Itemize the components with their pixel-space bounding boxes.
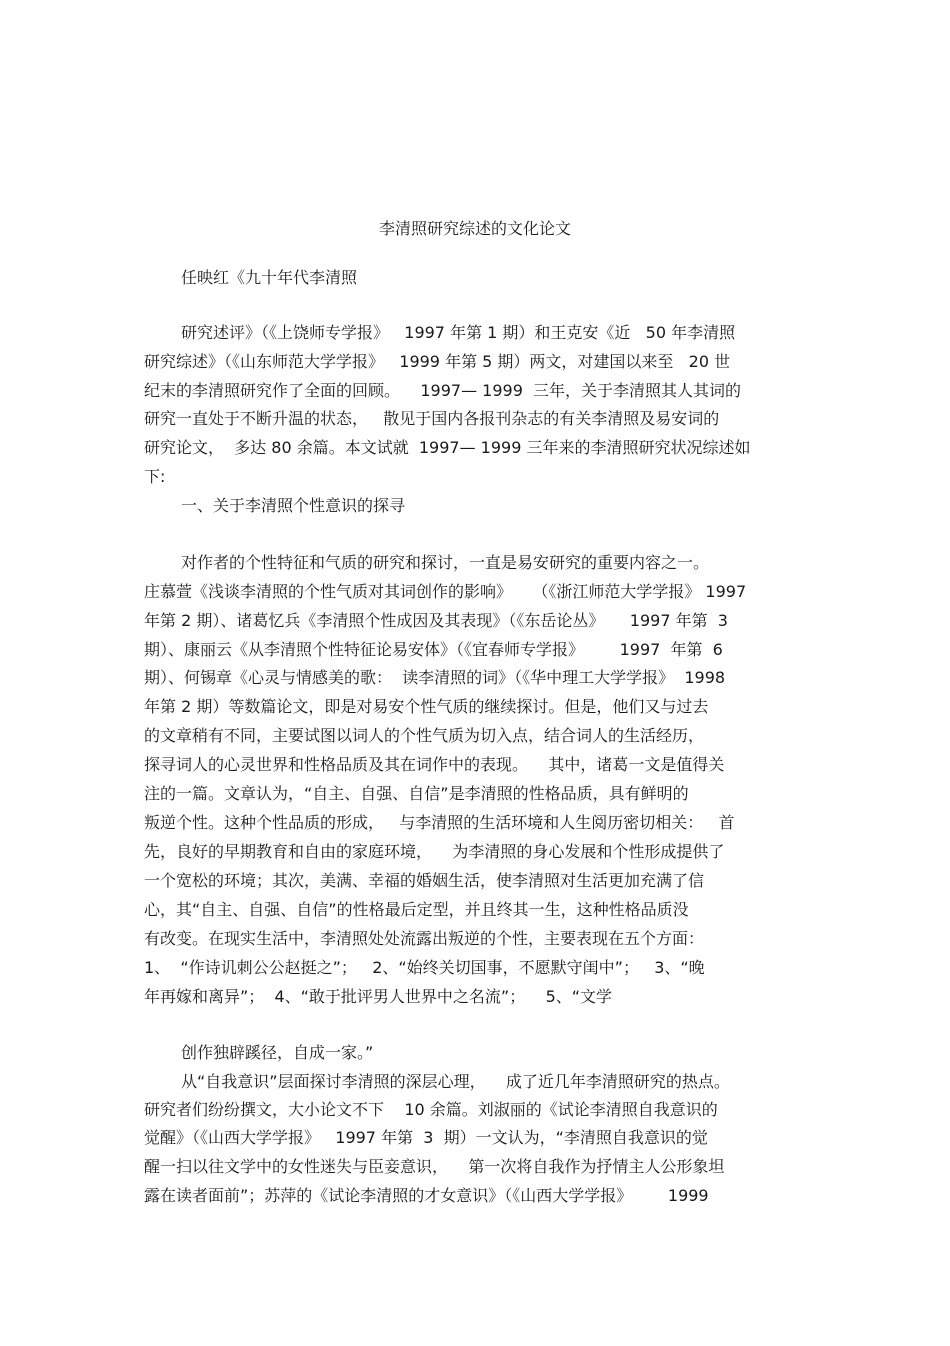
text-line: 下: bbox=[144, 467, 166, 486]
text-line: 年第 2 期）、诸葛忆兵《李清照个性成因及其表现》（《东岳论丛》 1997 年第 3 bbox=[144, 611, 728, 630]
text-line: 任映红《九十年代李清照 bbox=[181, 268, 358, 287]
text-line: 研究综述》（《山东师范大学学报》 1999 年第 5 期）两文，对建国以来至 20 世 bbox=[144, 352, 731, 371]
text-line: 露在读者面前”；苏萍的《试论李清照的才女意识》（《山西大学学报》 1999 bbox=[144, 1186, 709, 1205]
text-line: 纪末的李清照研究作了全面的回顾。 1997— 1999 三年，关于李清照其人其词的 bbox=[144, 381, 742, 400]
text-line: 先，良好的早期教育和自由的家庭环境， 为李清照的身心发展和个性形成提供了 bbox=[144, 842, 725, 861]
text-line: 庄慕萱《浅谈李清照的个性气质对其词创作的影响》 （《浙江师范大学学报》 1997 bbox=[144, 582, 747, 601]
text-line: 从“自我意识”层面探讨李清照的深层心理， 成了近几年李清照研究的热点。 bbox=[181, 1072, 730, 1091]
text-line: 的文章稍有不同，主要试图以词人的个性气质为切入点，结合词人的生活经历， bbox=[144, 726, 705, 745]
text-line: 一个宽松的环境；其次，美满、幸福的婚姻生活，使李清照对生活更加充满了信 bbox=[144, 871, 705, 890]
text-line: 年第 2 期）等数篇论文，即是对易安个性气质的继续探讨。但是，他们又与过去 bbox=[144, 697, 709, 716]
text-line: 研究述评》（《上饶师专学报》 1997 年第 1 期）和王克安《近 50 年李清照 bbox=[181, 323, 736, 342]
text-line: 期）、康丽云《从李清照个性特征论易安体》（《宜春师专学报》 1997 年第 6 bbox=[144, 640, 723, 659]
text-line: 创作独辟蹊径，自成一家。” bbox=[181, 1043, 374, 1062]
section-heading: 一、关于李清照个性意识的探寻 bbox=[181, 496, 406, 515]
text-line: 对作者的个性特征和气质的研究和探讨，一直是易安研究的重要内容之一。 bbox=[181, 553, 710, 572]
text-line: 研究论文， 多达 80 余篇。本文试就 1997— 1999 三年来的李清照研究状况综述如 bbox=[144, 438, 751, 457]
text-line: 心，其“自主、自强、自信”的性格最后定型，并且终其一生，这种性格品质没 bbox=[144, 900, 689, 919]
text-line: 探寻词人的心灵世界和性格品质及其在词作中的表现。 其中，诸葛一文是值得关 bbox=[144, 755, 725, 774]
text-line: 醒一扫以往文学中的女性迷失与臣妾意识， 第一次将自我作为抒情主人公形象坦 bbox=[144, 1157, 725, 1176]
text-line: 研究者们纷纷撰文，大小论文不下 10 余篇。刘淑丽的《试论李清照自我意识的 bbox=[144, 1100, 718, 1119]
text-line: 期）、何锡章《心灵与情感美的歌： 读李清照的词》（《华中理工大学学报》 1998 bbox=[144, 668, 726, 687]
document-title: 李清照研究综述的文化论文 bbox=[378, 219, 571, 238]
text-line: 1、 “作诗讥刺公公赵挺之”； 2、“始终关切国事，不愿默守闺中”； 3、“晚 bbox=[144, 958, 705, 977]
text-line: 觉醒》（《山西大学学报》 1997 年第 3 期）一文认为，“李清照自我意识的觉 bbox=[144, 1128, 708, 1147]
text-line: 年再嫁和离异”； 4、“敢于批评男人世界中之名流”； 5、“文学 bbox=[144, 987, 613, 1006]
text-line: 叛逆个性。这种个性品质的形成， 与李清照的生活环境和人生阅历密切相关： 首 bbox=[144, 813, 735, 832]
text-line: 有改变。在现实生活中，李清照处处流露出叛逆的个性，主要表现在五个方面： bbox=[144, 929, 705, 948]
text-line: 研究一直处于不断升温的状态， 散见于国内各报刊杂志的有关李清照及易安词的 bbox=[144, 409, 720, 428]
text-line: 注的一篇。文章认为，“自主、自强、自信”是李清照的性格品质，具有鲜明的 bbox=[144, 784, 689, 803]
